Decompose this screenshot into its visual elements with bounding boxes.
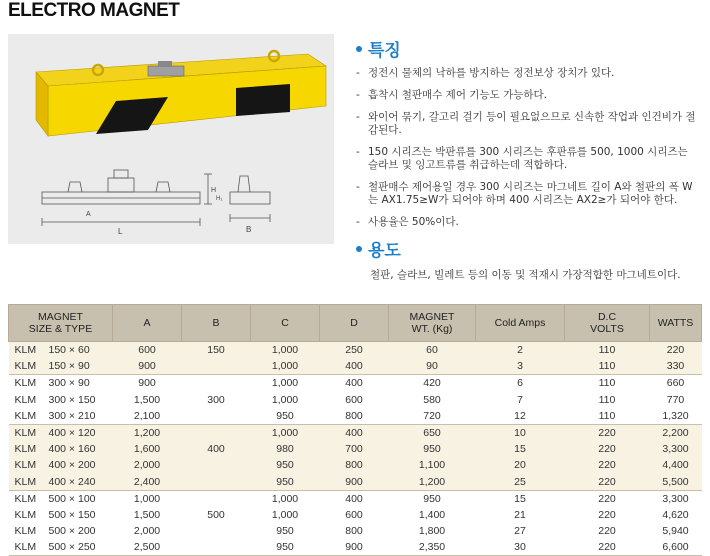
cell-weight: 60 <box>389 342 476 359</box>
cell-dc-volts: 110 <box>565 375 650 392</box>
cell-c: 1,000 <box>251 507 320 523</box>
cell-b: 500 <box>182 507 251 523</box>
table-row <box>9 507 702 523</box>
cell-dc-volts: 110 <box>565 392 650 408</box>
table-row <box>9 539 702 556</box>
cell-weight: 1,400 <box>389 507 476 523</box>
feature-item: - 와이어 묶기, 갈고리 걸기 등이 필요없으므로 신속한 작업과 인건비가 절감된다. <box>356 111 701 137</box>
cell-a: 900 <box>113 375 182 392</box>
stripe-right <box>236 84 290 116</box>
terminal-box <box>148 66 184 76</box>
cell-weight: 950 <box>389 490 476 507</box>
dimension-label-b: B <box>246 225 252 234</box>
cell-weight: 1,800 <box>389 523 476 539</box>
cell-a: 600 <box>113 342 182 359</box>
cell-b: 150 <box>182 342 251 359</box>
cell-type: KLM <box>9 375 43 392</box>
cell-weight: 2,350 <box>389 539 476 556</box>
cell-d: 250 <box>320 342 389 359</box>
cell-watts: 4,400 <box>650 457 702 473</box>
cell-c: 1,000 <box>251 342 320 359</box>
cell-size: 400 × 160 <box>43 441 113 457</box>
cell-cold-amps: 30 <box>476 539 565 556</box>
cell-c: 950 <box>251 539 320 556</box>
cell-d: 600 <box>320 392 389 408</box>
cell-d: 900 <box>320 474 389 491</box>
cell-cold-amps: 15 <box>476 490 565 507</box>
cell-a: 2,400 <box>113 474 182 491</box>
spec-table-wrapper <box>8 304 702 556</box>
terminal-cap <box>158 61 172 67</box>
cell-type: KLM <box>9 441 43 457</box>
cell-dc-volts: 220 <box>565 539 650 556</box>
cell-a: 2,500 <box>113 539 182 556</box>
cell-weight: 950 <box>389 441 476 457</box>
col-header-d: D <box>320 305 389 342</box>
col-header-dc-volts: D.C VOLTS <box>565 305 650 342</box>
col-header-weight: MAGNET WT. (Kg) <box>389 305 476 342</box>
usage-text: 철판, 슬라브, 빌레트 등의 이동 및 적재시 가장적합한 마그네트이다. <box>370 269 681 281</box>
cell-a: 1,000 <box>113 490 182 507</box>
table-row <box>9 457 702 473</box>
features-heading: 특징 <box>356 36 701 61</box>
cell-watts: 3,300 <box>650 490 702 507</box>
cell-weight: 420 <box>389 375 476 392</box>
cell-dc-volts: 220 <box>565 424 650 441</box>
cell-a: 1,500 <box>113 507 182 523</box>
table-row <box>9 358 702 375</box>
dimension-label-h1: H₁ <box>216 196 223 202</box>
cell-d: 800 <box>320 408 389 425</box>
dimension-label-a: A <box>86 211 91 218</box>
feature-item: - 흡착시 철판매수 제어 기능도 가능하다. <box>356 89 701 102</box>
cell-weight: 580 <box>389 392 476 408</box>
cell-cold-amps: 27 <box>476 523 565 539</box>
cell-dc-volts: 220 <box>565 441 650 457</box>
cell-dc-volts: 110 <box>565 408 650 425</box>
cell-weight: 1,100 <box>389 457 476 473</box>
magnet-illustration <box>8 34 334 244</box>
cell-c: 950 <box>251 457 320 473</box>
cell-c: 1,000 <box>251 358 320 375</box>
cell-dc-volts: 110 <box>565 358 650 375</box>
cell-watts: 1,320 <box>650 408 702 425</box>
cell-d: 900 <box>320 539 389 556</box>
cell-c: 980 <box>251 441 320 457</box>
cell-b <box>182 474 251 491</box>
cell-d: 600 <box>320 507 389 523</box>
cell-size: 150 × 90 <box>43 358 113 375</box>
cell-b <box>182 539 251 556</box>
usage-heading: 용도 <box>356 236 701 261</box>
cell-size: 500 × 250 <box>43 539 113 556</box>
cell-cold-amps: 12 <box>476 408 565 425</box>
cell-watts: 2,200 <box>650 424 702 441</box>
table-row <box>9 424 702 441</box>
cell-type: KLM <box>9 490 43 507</box>
cell-c: 1,000 <box>251 392 320 408</box>
cell-watts: 5,940 <box>650 523 702 539</box>
cell-c: 950 <box>251 408 320 425</box>
cell-size: 300 × 210 <box>43 408 113 425</box>
cell-b: 400 <box>182 441 251 457</box>
col-header-size-type: MAGNET SIZE & TYPE <box>9 305 113 342</box>
cell-d: 400 <box>320 358 389 375</box>
cell-d: 400 <box>320 375 389 392</box>
cell-type: KLM <box>9 358 43 375</box>
description-column <box>356 36 701 282</box>
cell-d: 400 <box>320 424 389 441</box>
technical-drawing-side <box>230 176 270 222</box>
cell-type: KLM <box>9 507 43 523</box>
cell-cold-amps: 20 <box>476 457 565 473</box>
cell-type: KLM <box>9 523 43 539</box>
cell-size: 500 × 200 <box>43 523 113 539</box>
cell-size: 500 × 100 <box>43 490 113 507</box>
cell-a: 1,600 <box>113 441 182 457</box>
cell-cold-amps: 25 <box>476 474 565 491</box>
col-header-a: A <box>113 305 182 342</box>
cell-watts: 660 <box>650 375 702 392</box>
cell-a: 2,000 <box>113 457 182 473</box>
cell-watts: 220 <box>650 342 702 359</box>
cell-c: 950 <box>251 474 320 491</box>
spec-table-body <box>9 342 702 556</box>
col-header-b: B <box>182 305 251 342</box>
cell-dc-volts: 220 <box>565 523 650 539</box>
cell-b <box>182 424 251 441</box>
cell-d: 800 <box>320 523 389 539</box>
cell-watts: 770 <box>650 392 702 408</box>
col-header-watts: WATTS <box>650 305 702 342</box>
table-row <box>9 523 702 539</box>
cell-type: KLM <box>9 424 43 441</box>
product-illustration-panel <box>8 34 334 244</box>
bullet-icon <box>356 246 362 252</box>
cell-cold-amps: 10 <box>476 424 565 441</box>
cell-a: 1,200 <box>113 424 182 441</box>
cell-watts: 3,300 <box>650 441 702 457</box>
cell-size: 150 × 60 <box>43 342 113 359</box>
cell-size: 300 × 90 <box>43 375 113 392</box>
cell-d: 700 <box>320 441 389 457</box>
cell-size: 500 × 150 <box>43 507 113 523</box>
table-row <box>9 441 702 457</box>
cell-c: 1,000 <box>251 375 320 392</box>
cell-weight: 90 <box>389 358 476 375</box>
cell-c: 1,000 <box>251 424 320 441</box>
cell-weight: 720 <box>389 408 476 425</box>
col-header-cold-amps: Cold Amps <box>476 305 565 342</box>
cell-c: 1,000 <box>251 490 320 507</box>
cell-b: 300 <box>182 392 251 408</box>
feature-item: - 정전시 물체의 낙하를 방지하는 정전보상 장치가 있다. <box>356 67 701 80</box>
cell-type: KLM <box>9 408 43 425</box>
cell-dc-volts: 220 <box>565 490 650 507</box>
cell-b <box>182 490 251 507</box>
technical-drawing-front <box>42 170 212 226</box>
cell-cold-amps: 7 <box>476 392 565 408</box>
cell-cold-amps: 15 <box>476 441 565 457</box>
cell-type: KLM <box>9 539 43 556</box>
cell-dc-volts: 220 <box>565 457 650 473</box>
table-row <box>9 392 702 408</box>
cell-c: 950 <box>251 523 320 539</box>
cell-a: 2,000 <box>113 523 182 539</box>
cell-b <box>182 523 251 539</box>
cell-a: 1,500 <box>113 392 182 408</box>
cell-type: KLM <box>9 392 43 408</box>
cell-size: 400 × 200 <box>43 457 113 473</box>
feature-item: - 철판매수 제어용일 경우 300 시리즈는 마그네트 길이 A와 철판의 폭 W는 AX1.75≥W가 되어야 하며 400 시리즈는 AX2≥가 되어야 한다. <box>356 181 701 207</box>
cell-type: KLM <box>9 474 43 491</box>
cell-size: 300 × 150 <box>43 392 113 408</box>
cell-cold-amps: 2 <box>476 342 565 359</box>
table-row <box>9 408 702 425</box>
features-list <box>356 67 701 229</box>
dimension-label-h: H <box>211 187 217 194</box>
spec-table <box>8 304 702 556</box>
cell-weight: 650 <box>389 424 476 441</box>
feature-item: - 150 시리즈는 박판류를 300 시리즈는 후판류를 500, 1000 시리즈는 슬라브 및 잉고트류를 취급하는데 적합하다. <box>356 146 701 172</box>
cell-type: KLM <box>9 457 43 473</box>
dimension-label-l: L <box>118 227 123 236</box>
cell-watts: 4,620 <box>650 507 702 523</box>
page-title: ELECTRO MAGNET <box>8 0 180 21</box>
cell-type: KLM <box>9 342 43 359</box>
cell-size: 400 × 240 <box>43 474 113 491</box>
cell-watts: 330 <box>650 358 702 375</box>
cell-dc-volts: 110 <box>565 342 650 359</box>
cell-d: 400 <box>320 490 389 507</box>
feature-item: - 사용율은 50%이다. <box>356 216 701 229</box>
cell-b <box>182 358 251 375</box>
cell-b <box>182 408 251 425</box>
cell-b <box>182 375 251 392</box>
table-row <box>9 342 702 359</box>
cell-weight: 1,200 <box>389 474 476 491</box>
cell-dc-volts: 220 <box>565 474 650 491</box>
cell-watts: 6,600 <box>650 539 702 556</box>
bullet-icon <box>356 46 362 52</box>
cell-b <box>182 457 251 473</box>
cell-d: 800 <box>320 457 389 473</box>
col-header-c: C <box>251 305 320 342</box>
cell-cold-amps: 3 <box>476 358 565 375</box>
cell-watts: 5,500 <box>650 474 702 491</box>
table-row <box>9 375 702 392</box>
cell-cold-amps: 21 <box>476 507 565 523</box>
cell-a: 2,100 <box>113 408 182 425</box>
cell-cold-amps: 6 <box>476 375 565 392</box>
table-row <box>9 490 702 507</box>
cell-size: 400 × 120 <box>43 424 113 441</box>
table-header-row <box>9 305 702 342</box>
cell-a: 900 <box>113 358 182 375</box>
cell-dc-volts: 220 <box>565 507 650 523</box>
table-row <box>9 474 702 491</box>
